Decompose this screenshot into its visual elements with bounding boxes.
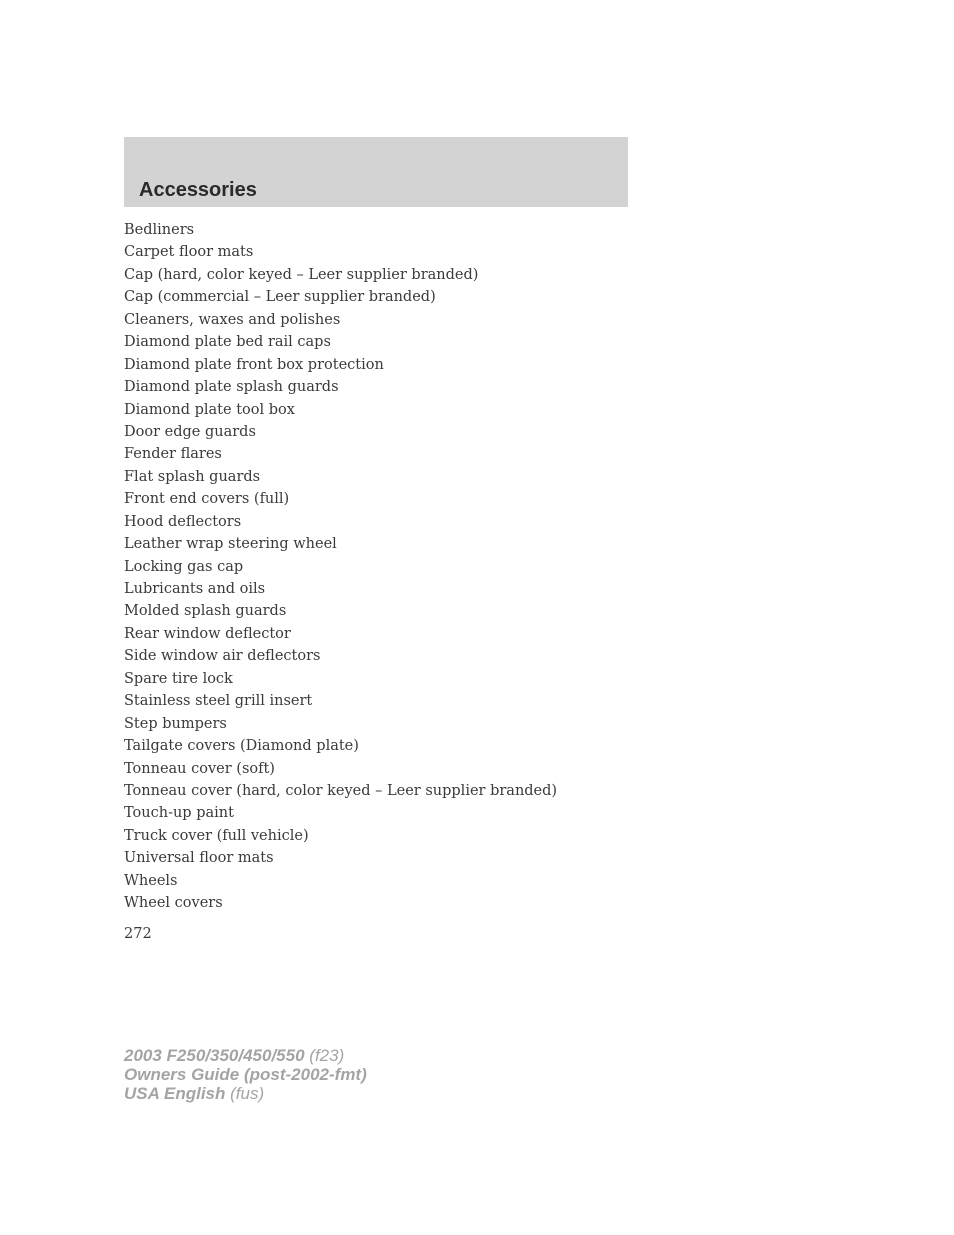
list-item: Diamond plate tool box (124, 401, 295, 418)
footer-guide-line (124, 1065, 367, 1084)
list-item: Wheels (124, 872, 178, 889)
list-item: Bedliners (124, 222, 195, 238)
list-item: Door edge guards (124, 423, 256, 440)
list-item: Molded splash guards (124, 603, 287, 620)
list-item: Side window air deflectors (124, 648, 321, 665)
list-item: Step bumpers (124, 715, 227, 732)
footer-model-code: (f23) (309, 1046, 345, 1065)
list-item: Cleaners, waxes and polishes (124, 311, 341, 328)
list-item: Spare tire lock (124, 670, 233, 687)
list-item: Universal floor mats (124, 850, 274, 867)
footer-model: 2003 F250/350/450/550 (124, 1046, 305, 1065)
list-item: Wheel covers (124, 895, 223, 912)
list-item: Diamond plate bed rail caps (124, 334, 331, 351)
list-item: Leather wrap steering wheel (124, 536, 337, 553)
list-item: Locking gas cap (124, 558, 244, 575)
footer-model-line (124, 1046, 367, 1065)
list-item: Diamond plate front box protection (124, 356, 384, 373)
list-item: Fender flares (124, 446, 222, 463)
list-item: Truck cover (full vehicle) (124, 827, 309, 844)
footer-language-line (124, 1084, 367, 1103)
list-item: Tonneau cover (soft) (124, 760, 275, 777)
list-item: Rear window deflector (124, 625, 291, 642)
section-title: Accessories (139, 179, 257, 201)
list-item: Carpet floor mats (124, 244, 254, 261)
footer-language: USA English (124, 1084, 226, 1103)
footer-guide: Owners Guide (post-2002-fmt) (124, 1065, 367, 1084)
footer-language-code: (fus) (230, 1084, 265, 1103)
list-item: Front end covers (full) (124, 491, 290, 508)
document-footer (124, 1046, 367, 1103)
list-item: Tailgate covers (Diamond plate) (124, 738, 359, 755)
accessories-list (124, 219, 557, 915)
list-item: Cap (hard, color keyed – Leer supplier branded) (124, 266, 479, 283)
list-item: Tonneau cover (hard, color keyed – Leer supplier branded) (124, 782, 558, 799)
list-item: Stainless steel grill insert (124, 693, 313, 710)
section-header-band (124, 137, 628, 207)
list-item: Cap (commercial – Leer supplier branded) (124, 289, 436, 306)
list-item: Touch-up paint (124, 805, 234, 822)
list-item: Lubricants and oils (124, 581, 266, 597)
list-item: Hood deflectors (124, 513, 242, 530)
list-item: Diamond plate splash guards (124, 379, 339, 396)
page-number: 272 (124, 926, 152, 942)
list-item: Flat splash guards (124, 468, 261, 485)
